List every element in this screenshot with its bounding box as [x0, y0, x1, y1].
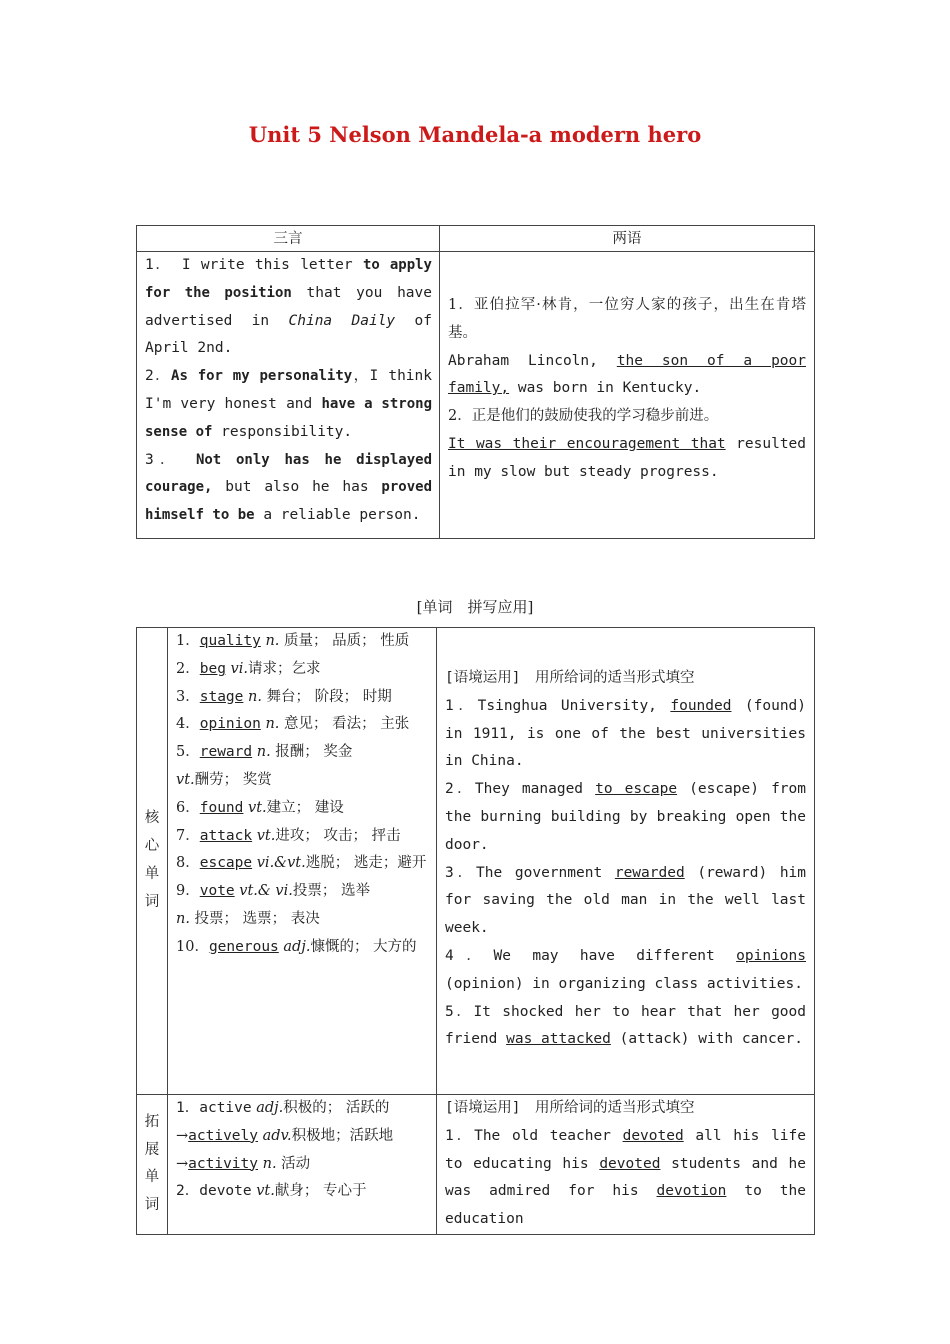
core-word-number: 5．: [176, 744, 200, 761]
core-word-pos: vt.: [256, 827, 276, 844]
s2-number: 2．: [145, 368, 172, 385]
extended-word-list: [168, 1095, 437, 1235]
s3-text: but also he has: [225, 479, 369, 496]
vocabulary-table: [136, 627, 815, 1235]
p2-text: resulted in my slow but steady progress.: [448, 435, 807, 480]
core-word-meaning: 报酬； 奖金: [270, 744, 353, 761]
core-word-item: [176, 850, 428, 878]
arrow-icon: →: [176, 1127, 189, 1144]
ext-word-2: actively: [188, 1127, 258, 1144]
s1-text-3: of April 2nd.: [145, 312, 433, 357]
p1-text-2: was born in Kentucky.: [517, 380, 702, 397]
q1-text: 1．Tsinghua University,: [445, 697, 657, 714]
ext-pos-2: adv.: [262, 1127, 292, 1144]
core-word-pos: vt.: [248, 799, 267, 816]
s1-text-2: that you have advertised in: [145, 284, 432, 329]
core-word-item: [176, 795, 428, 823]
core-word: beg: [199, 660, 226, 677]
s3-keyphrase-2: proved himself to be: [145, 479, 432, 524]
core-word-pos: adj.: [283, 938, 311, 955]
core-word-item: [176, 906, 428, 934]
row-label-core: 核心单词: [137, 628, 168, 1095]
core-word-number: 8．: [176, 855, 200, 872]
q1-answer: founded: [670, 697, 732, 714]
header-liangyu: 两语: [440, 226, 815, 252]
core-word-meaning: 建立； 建设: [266, 799, 344, 816]
core-word-meaning: 酬劳； 奖赏: [194, 771, 272, 788]
s3-number: 3．: [145, 451, 181, 468]
s3-text-2: a reliable person.: [263, 507, 421, 524]
ext-cn-2: 积极地；活跃地: [291, 1127, 394, 1144]
ext-pos-3: n.: [262, 1155, 277, 1172]
s1-number: 1．: [145, 257, 172, 273]
eq1-answer-2: devoted: [599, 1155, 661, 1172]
core-word-item: [176, 767, 428, 795]
core-word-pos: vt.: [176, 771, 195, 788]
core-word-pos: vi.&vt.: [256, 855, 306, 872]
q3-text: 3．The government: [445, 864, 603, 881]
q4-text-2: (opinion) in organizing class activities.: [445, 975, 803, 992]
s2-keyphrase-2: have a strong sense of: [145, 395, 432, 440]
core-word-meaning: 舞台； 阶段； 时期: [261, 688, 392, 705]
ext-pos-1: adj.: [256, 1100, 284, 1116]
q3-answer: rewarded: [614, 864, 685, 881]
q5-answer: was attacked: [506, 1031, 611, 1048]
core-word-item: [176, 739, 428, 767]
q2-text: 2．They managed: [445, 781, 584, 798]
translation-list: [440, 252, 815, 539]
q1-text-2: (found) in 1911, is one of the best universities in China.: [445, 697, 807, 770]
eq1-text-3: students and he was admired for his: [445, 1155, 806, 1200]
core-word: found: [199, 799, 244, 816]
s3-keyphrase: Not only has he displayed courage,: [145, 451, 432, 496]
phrases-table: [136, 225, 815, 539]
row-label-extended: 拓展单词: [137, 1095, 168, 1235]
ext-cn-4: 献身； 专心于: [274, 1183, 367, 1200]
p1-text: Abraham Lincoln,: [448, 352, 598, 369]
core-word-pos: n.: [176, 910, 190, 927]
core-word-meaning: 慷慨的； 大方的: [310, 938, 417, 955]
core-word-pos: n.: [265, 716, 280, 733]
core-word-meaning: 意见； 看法； 主张: [279, 716, 410, 733]
core-word: quality: [199, 633, 261, 649]
ext-pos-4: vt.: [256, 1183, 275, 1200]
core-word: attack: [199, 827, 253, 844]
core-word-number: 4．: [176, 716, 200, 733]
page-title: Unit 5 Nelson Mandela-a modern hero: [248, 122, 702, 147]
sentence-list: [137, 252, 440, 539]
core-word-pos: vt.& vi.: [239, 883, 293, 900]
q3-text-2: (reward) him for saving the old man in the well last week.: [445, 864, 807, 937]
s2-text: ，I think I'm very honest and: [145, 368, 432, 412]
eq1-text-2: all his life to educating his: [445, 1127, 806, 1172]
p2-answer: It was their encouragement that: [448, 435, 726, 452]
ext-word-4: 2．devote: [176, 1183, 252, 1200]
core-word-pos: n.: [256, 744, 271, 761]
core-word-pos: n.: [248, 688, 262, 705]
core-word-number: 1．: [176, 633, 200, 649]
p1-chinese: 1．亚伯拉罕·林肯，一位穷人家的孩子，出生在肯塔基。: [448, 297, 806, 341]
core-word-item: [176, 628, 428, 656]
core-word-number: 7．: [176, 827, 200, 844]
q2-answer: to escape: [595, 781, 678, 798]
s2-keyphrase: As for my personality: [171, 368, 353, 385]
core-word-number: 10．: [176, 938, 209, 955]
s1-keyphrase: to apply for the position: [145, 257, 432, 301]
core-word: escape: [199, 855, 253, 872]
core-word-pos: vi.: [230, 660, 248, 677]
core-word-pos: n.: [265, 633, 280, 649]
q2-text-2: (escape) from the burning building by breaking open the door.: [445, 781, 806, 853]
arrow-icon: →: [176, 1155, 189, 1172]
section-label: [单词 拼写应用]: [416, 598, 534, 616]
core-word-number: 3．: [176, 688, 200, 705]
ext-cn-1: 积极的； 活跃的: [283, 1100, 390, 1116]
q5-text: 5．It shocked her to hear that her good friend: [445, 1003, 806, 1048]
s1-newspaper: China Daily: [288, 312, 396, 329]
exercise-heading: [语境运用] 用所给词的适当形式填空: [445, 670, 695, 686]
core-word-meaning: 进攻； 攻击； 抨击: [275, 827, 401, 844]
core-word-number: 2．: [176, 660, 200, 677]
core-word-meaning: 请求；乞求: [248, 660, 321, 677]
extended-exercise: [437, 1095, 815, 1235]
core-word: reward: [199, 744, 253, 761]
ext-word-3: activity: [188, 1155, 258, 1172]
eq1-text: 1．The old teacher: [445, 1127, 611, 1144]
q4-answer: opinions: [736, 947, 806, 964]
core-word-item: [176, 823, 428, 851]
core-word-item: [176, 711, 428, 739]
core-word-item: [176, 684, 428, 712]
core-word-meaning: 逃脱； 逃走；避开: [305, 855, 427, 872]
core-word-number: 9．: [176, 883, 200, 900]
ext-cn-3: 活动: [276, 1155, 311, 1172]
core-exercise: [437, 628, 815, 1095]
core-word-item: [176, 878, 428, 906]
q5-text-2: (attack) with cancer.: [619, 1031, 803, 1048]
core-word-meaning: 投票； 选举: [292, 883, 370, 900]
core-word-number: 6．: [176, 799, 200, 816]
p1-answer: the son of a poor family,: [448, 352, 806, 397]
eq1-answer-1: devoted: [622, 1127, 684, 1144]
core-word-list: [168, 628, 437, 1095]
ext-word-1: 1．active: [176, 1100, 252, 1116]
core-word: opinion: [199, 716, 261, 733]
core-word: generous: [208, 938, 279, 955]
core-word-item: [176, 934, 428, 962]
core-word: vote: [199, 883, 235, 900]
eq1-answer-3: devotion: [656, 1183, 727, 1200]
core-word-meaning: 质量； 品质； 性质: [279, 633, 410, 649]
core-word-item: [176, 656, 428, 684]
p2-chinese: 2．正是他们的鼓励使我的学习稳步前进。: [448, 408, 719, 425]
q4-text: 4．We may have different: [445, 947, 715, 964]
header-sanyan: 三言: [137, 226, 440, 252]
s2-text-2: responsibility.: [221, 423, 353, 440]
s1-text: I write this letter: [181, 257, 353, 273]
eq1-text-4: to the education: [445, 1183, 806, 1228]
core-word-meaning: 投票； 选票； 表决: [189, 910, 320, 927]
exercise-heading: [语境运用] 用所给词的适当形式填空: [445, 1100, 695, 1116]
core-word: stage: [199, 688, 244, 705]
